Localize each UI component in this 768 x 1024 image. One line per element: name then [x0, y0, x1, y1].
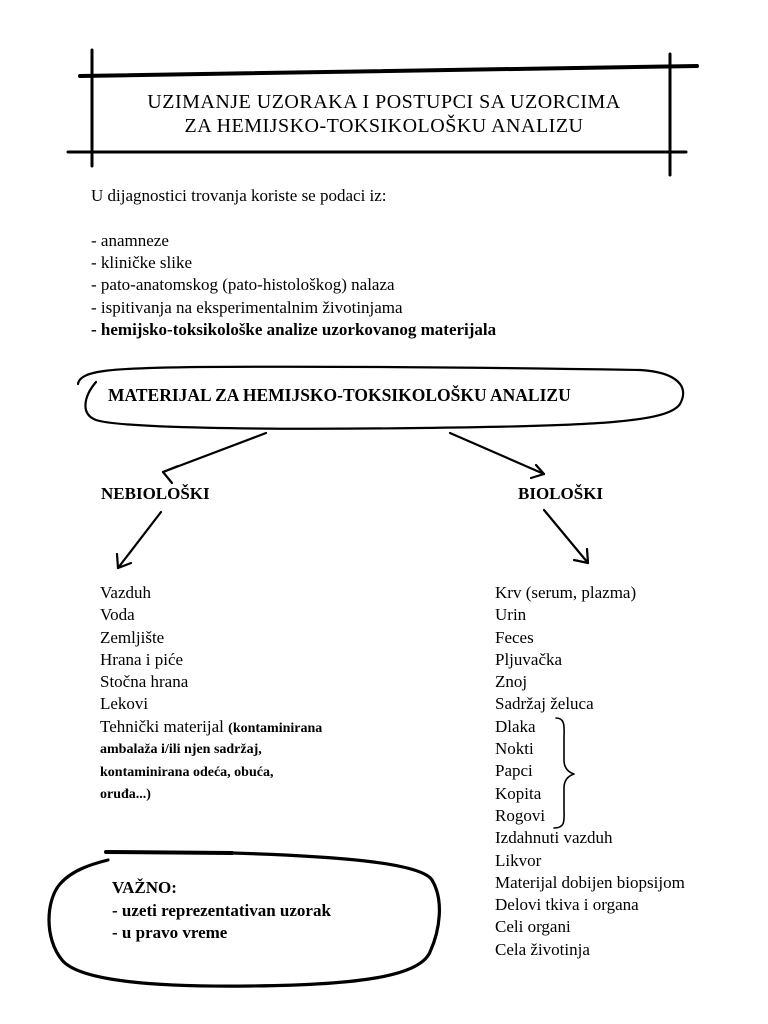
- list-item: Hrana i piće: [100, 649, 184, 669]
- arrow-to-bio: [450, 433, 544, 474]
- sources-list: [91, 230, 496, 341]
- arrow-to-bio-list: [544, 510, 588, 563]
- list-item: Krv (serum, plazma): [495, 583, 637, 602]
- technical-note-2: ambalaža i/ili njen sadržaj,: [100, 742, 262, 757]
- important-item: - uzeti reprezentativan uzorak: [112, 900, 331, 920]
- list-item: Izdahnuti vazduh: [495, 828, 613, 848]
- important-title: VAŽNO:: [112, 878, 177, 897]
- arrow-head: [531, 465, 544, 478]
- list-item: Delovi tkiva i organa: [495, 895, 639, 915]
- nonbio-list: [100, 582, 322, 740]
- intro-text: U dijagnostici trovanja koriste se podaci iz:: [91, 186, 387, 205]
- technical-label: Tehnički materijal: [100, 716, 224, 736]
- title-line-1: UZIMANJE UZORAKA I POSTUPCI SA UZORCIMA: [147, 91, 621, 113]
- list-item: Voda: [100, 605, 135, 625]
- arrow-head: [574, 549, 588, 563]
- list-item: Dlaka: [495, 716, 536, 736]
- list-item: - pato-anatomskog (pato-histološkog) nalaza: [91, 275, 395, 295]
- technical-note-3: kontaminirana odeća, obuća,: [100, 764, 274, 780]
- material-heading: MATERIJAL ZA HEMIJSKO-TOKSIKOLOŠKU ANALIZU: [108, 385, 571, 405]
- title-frame-top-line: [80, 66, 697, 76]
- list-item: Papci: [495, 761, 533, 781]
- list-item: Urin: [495, 605, 527, 625]
- list-item: - kliničke slike: [91, 253, 193, 273]
- arrow-to-nonbio-list: [118, 512, 161, 568]
- list-item: - ispitivanja na eksperimentalnim životinjama: [91, 297, 403, 317]
- list-item: Znoj: [495, 672, 528, 692]
- arrow-head: [117, 554, 131, 568]
- technical-note-4: oruđa...): [100, 787, 151, 802]
- technical-note-cont: [100, 739, 273, 807]
- list-item: Zemljište: [100, 627, 165, 647]
- list-item: Sadržaj želuca: [495, 694, 594, 714]
- technical-note-1: (kontaminirana: [228, 720, 323, 736]
- nonbio-heading: NEBIOLOŠKI: [101, 484, 210, 503]
- list-item: Kopita: [495, 783, 542, 803]
- important-item: - u pravo vreme: [112, 923, 228, 942]
- title-line-2: ZA HEMIJSKO-TOKSIKOLOŠKU ANALIZU: [184, 115, 584, 137]
- list-item: Rogovi: [495, 805, 546, 825]
- list-item: Cela životinja: [495, 939, 590, 959]
- list-item: - anamneze: [91, 231, 169, 250]
- list-item: Likvor: [495, 850, 542, 870]
- list-item: Feces: [495, 627, 534, 647]
- list-item: Vazduh: [100, 583, 151, 602]
- important-box: [112, 877, 331, 945]
- list-item: Materijal dobijen biopsijom: [495, 872, 685, 892]
- list-item: Pljuvačka: [495, 649, 563, 669]
- arrow-to-nonbio: [163, 433, 266, 472]
- bio-list: [495, 582, 685, 961]
- list-item-technical: [100, 716, 322, 740]
- important-outline-top-stroke: [106, 852, 232, 853]
- arrow-head: [163, 466, 178, 483]
- list-item: Celi organi: [495, 917, 571, 937]
- list-item: Nokti: [495, 739, 534, 759]
- list-item: Lekovi: [100, 694, 149, 714]
- list-item: Stočna hrana: [100, 672, 189, 692]
- bio-heading: BIOLOŠKI: [518, 484, 604, 503]
- list-item: - hemijsko-toksikološke analize uzorkovanog materijala: [91, 319, 497, 339]
